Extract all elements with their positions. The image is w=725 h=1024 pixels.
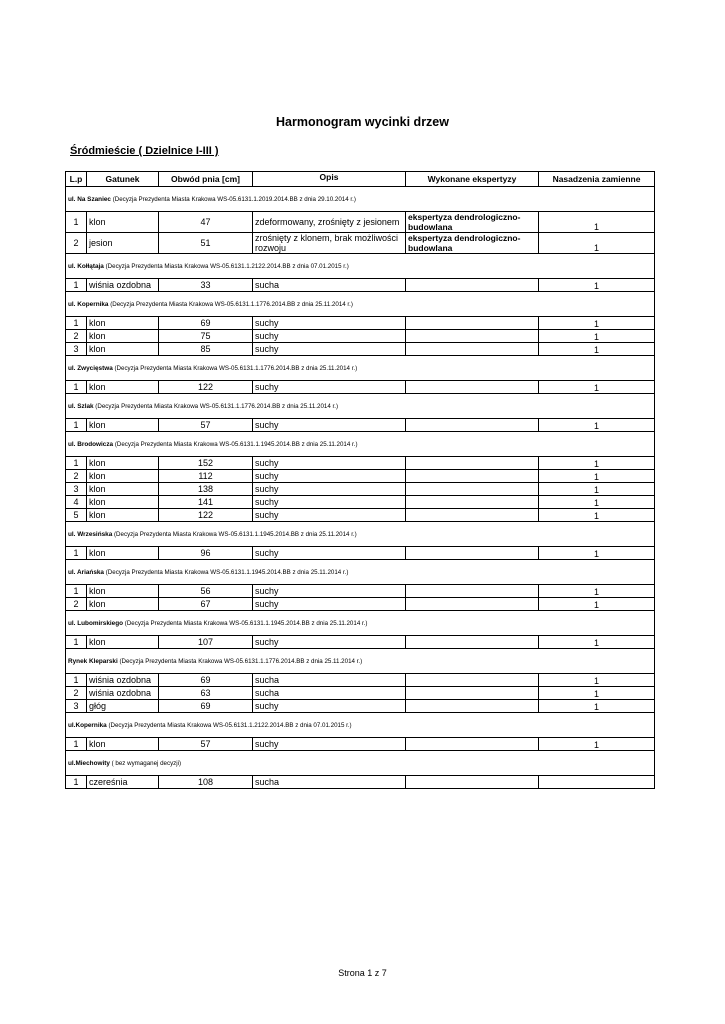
row-nasadzenia: 1 — [539, 598, 655, 611]
row-opis: zrośnięty z klonem, brak możliwości rozwoju — [253, 233, 406, 254]
row-lp: 3 — [66, 343, 87, 356]
table-row — [66, 509, 655, 522]
page-title: Harmonogram wycinki drzew — [276, 115, 449, 129]
row-opis: suchy — [253, 483, 406, 496]
row-ekspertyzy — [406, 470, 539, 483]
row-opis: suchy — [253, 496, 406, 509]
section-header-row — [66, 432, 655, 457]
row-obwod: 69 — [159, 317, 253, 330]
section-decision: (Decyzja Prezydenta Miasta Krakowa WS-05.6131.1.2019.2014.BB z dnia 29.10.2014 r.) — [110, 195, 356, 203]
table-row — [66, 343, 655, 356]
section-header-row — [66, 649, 655, 674]
table-body — [66, 187, 655, 789]
row-lp: 2 — [66, 330, 87, 343]
row-opis: suchy — [253, 700, 406, 713]
row-lp: 1 — [66, 317, 87, 330]
row-ekspertyzy — [406, 674, 539, 687]
row-nasadzenia: 1 — [539, 509, 655, 522]
row-nasadzenia: 1 — [539, 687, 655, 700]
row-opis: suchy — [253, 547, 406, 560]
row-nasadzenia: 1 — [539, 674, 655, 687]
section-street: ul. Kopernika — [68, 300, 109, 308]
row-obwod: 57 — [159, 738, 253, 751]
row-ekspertyzy — [406, 381, 539, 394]
row-opis: sucha — [253, 674, 406, 687]
row-ekspertyzy — [406, 776, 539, 789]
row-ekspertyzy — [406, 279, 539, 292]
row-lp: 5 — [66, 509, 87, 522]
table-row — [66, 279, 655, 292]
section-street: ul. Kołłątaja — [68, 262, 104, 270]
column-header-lp: L.p — [66, 172, 87, 187]
section-header-row — [66, 560, 655, 585]
section-header-row — [66, 713, 655, 738]
row-gatunek: klon — [87, 738, 159, 751]
section-header — [66, 356, 655, 381]
row-gatunek: klon — [87, 343, 159, 356]
row-nasadzenia: 1 — [539, 636, 655, 649]
table-row — [66, 317, 655, 330]
row-gatunek: klon — [87, 585, 159, 598]
section-street: ul. Lubomirskiego — [68, 619, 124, 627]
row-gatunek: wiśnia ozdobna — [87, 687, 159, 700]
row-opis: suchy — [253, 330, 406, 343]
row-lp: 1 — [66, 212, 87, 233]
section-header-row — [66, 611, 655, 636]
section-decision: (Decyzja Prezydenta Miasta Krakowa WS-05.6131.1.1776.2014.BB z dnia 25.11.2014 r.) — [112, 364, 358, 372]
row-gatunek: wiśnia ozdobna — [87, 279, 159, 292]
row-nasadzenia: 1 — [539, 343, 655, 356]
row-gatunek: klon — [87, 636, 159, 649]
page-footer: Strona 1 z 7 — [338, 968, 387, 978]
section-street: ul.Kopernika — [68, 721, 107, 729]
table-row — [66, 674, 655, 687]
row-obwod: 85 — [159, 343, 253, 356]
row-lp: 1 — [66, 636, 87, 649]
section-header — [66, 611, 655, 636]
row-nasadzenia: 1 — [539, 496, 655, 509]
column-header-obwod: Obwód pnia [cm] — [159, 172, 253, 187]
row-gatunek: głóg — [87, 700, 159, 713]
row-obwod: 152 — [159, 457, 253, 470]
row-gatunek: jesion — [87, 233, 159, 254]
row-opis: suchy — [253, 470, 406, 483]
row-obwod: 112 — [159, 470, 253, 483]
row-lp: 1 — [66, 457, 87, 470]
row-lp: 2 — [66, 598, 87, 611]
row-gatunek: klon — [87, 317, 159, 330]
table-row — [66, 776, 655, 789]
row-obwod: 67 — [159, 598, 253, 611]
table-row — [66, 483, 655, 496]
row-obwod: 69 — [159, 700, 253, 713]
row-opis: suchy — [253, 598, 406, 611]
row-nasadzenia: 1 — [539, 317, 655, 330]
section-street: Rynek Kleparski — [68, 657, 118, 665]
table-row — [66, 470, 655, 483]
row-ekspertyzy — [406, 636, 539, 649]
row-lp: 1 — [66, 776, 87, 789]
row-nasadzenia: 1 — [539, 330, 655, 343]
section-header — [66, 394, 655, 419]
section-decision: (Decyzja Prezydenta Miasta Krakowa WS-05.6131.1.1776.2014.BB z dnia 25.11.2014 r.) — [93, 402, 339, 410]
row-gatunek: klon — [87, 470, 159, 483]
row-obwod: 138 — [159, 483, 253, 496]
row-obwod: 33 — [159, 279, 253, 292]
row-ekspertyzy — [406, 585, 539, 598]
row-nasadzenia: 1 — [539, 419, 655, 432]
table-row — [66, 636, 655, 649]
row-opis: suchy — [253, 585, 406, 598]
row-ekspertyzy — [406, 343, 539, 356]
row-gatunek: czereśnia — [87, 776, 159, 789]
row-ekspertyzy: ekspertyza dendrologiczno-budowlana — [406, 212, 539, 233]
section-decision: (Decyzja Prezydenta Miasta Krakowa WS-05.6131.1.2122.2014.BB z dnia 07.01.2015 r.) — [106, 721, 352, 729]
row-opis: suchy — [253, 317, 406, 330]
section-header — [66, 713, 655, 738]
section-header — [66, 751, 655, 776]
column-header-gatunek: Gatunek — [87, 172, 159, 187]
section-decision: (Decyzja Prezydenta Miasta Krakowa WS-05.6131.1.1945.2014.BB z dnia 25.11.2014 r.) — [123, 619, 368, 627]
row-ekspertyzy — [406, 598, 539, 611]
row-ekspertyzy — [406, 496, 539, 509]
row-nasadzenia: 1 — [539, 381, 655, 394]
row-ekspertyzy — [406, 547, 539, 560]
section-header-row — [66, 522, 655, 547]
row-obwod: 122 — [159, 381, 253, 394]
section-street: ul. Szlak — [68, 402, 94, 410]
row-obwod: 141 — [159, 496, 253, 509]
row-opis: suchy — [253, 636, 406, 649]
row-opis: suchy — [253, 343, 406, 356]
table-row — [66, 212, 655, 233]
table-row — [66, 585, 655, 598]
row-obwod: 51 — [159, 233, 253, 254]
table-row — [66, 687, 655, 700]
row-obwod: 56 — [159, 585, 253, 598]
section-decision: (Decyzja Prezydenta Miasta Krakowa WS-05.6131.1.2122.2014.BB z dnia 07.01.2015 r.) — [103, 262, 349, 270]
row-ekspertyzy — [406, 419, 539, 432]
row-gatunek: klon — [87, 483, 159, 496]
row-opis: suchy — [253, 457, 406, 470]
section-decision: (Decyzja Prezydenta Miasta Krakowa WS-05.6131.1.1945.2014.BB z dnia 25.11.2014 r.) — [112, 530, 357, 538]
row-gatunek: klon — [87, 381, 159, 394]
tree-felling-table — [65, 171, 655, 789]
column-header-ekspertyzy: Wykonane ekspertyzy — [406, 172, 539, 187]
row-ekspertyzy — [406, 317, 539, 330]
row-lp: 1 — [66, 674, 87, 687]
row-ekspertyzy — [406, 457, 539, 470]
row-lp: 1 — [66, 738, 87, 751]
row-ekspertyzy — [406, 687, 539, 700]
section-header-row — [66, 187, 655, 212]
row-nasadzenia: 1 — [539, 585, 655, 598]
section-header-row — [66, 751, 655, 776]
row-nasadzenia: 1 — [539, 470, 655, 483]
table-row — [66, 419, 655, 432]
row-ekspertyzy — [406, 330, 539, 343]
row-obwod: 57 — [159, 419, 253, 432]
row-obwod: 108 — [159, 776, 253, 789]
row-opis: suchy — [253, 419, 406, 432]
section-street: ul. Wrzesińska — [68, 530, 113, 538]
row-obwod: 75 — [159, 330, 253, 343]
table-row — [66, 700, 655, 713]
row-nasadzenia: 1 — [539, 483, 655, 496]
row-nasadzenia: 1 — [539, 738, 655, 751]
row-lp: 3 — [66, 483, 87, 496]
section-header — [66, 254, 655, 279]
row-ekspertyzy — [406, 483, 539, 496]
row-opis: suchy — [253, 381, 406, 394]
row-lp: 2 — [66, 687, 87, 700]
row-opis: zdeformowany, zrośnięty z jesionem — [253, 212, 406, 233]
section-header-row — [66, 292, 655, 317]
row-gatunek: klon — [87, 457, 159, 470]
table-row — [66, 738, 655, 751]
row-lp: 3 — [66, 700, 87, 713]
section-decision: (Decyzja Prezydenta Miasta Krakowa WS-05.6131.1.1945.2014.BB z dnia 25.11.2014 r.) — [113, 440, 358, 448]
row-nasadzenia: 1 — [539, 700, 655, 713]
section-header — [66, 560, 655, 585]
table-row — [66, 233, 655, 254]
row-lp: 1 — [66, 419, 87, 432]
section-header-row — [66, 254, 655, 279]
section-header-row — [66, 394, 655, 419]
table-row — [66, 598, 655, 611]
row-lp: 1 — [66, 279, 87, 292]
row-opis: sucha — [253, 279, 406, 292]
row-obwod: 96 — [159, 547, 253, 560]
row-gatunek: klon — [87, 509, 159, 522]
table-row — [66, 457, 655, 470]
row-opis: suchy — [253, 509, 406, 522]
row-obwod: 69 — [159, 674, 253, 687]
row-nasadzenia: 1 — [539, 547, 655, 560]
district-subtitle: Śródmieście ( Dzielnice I-III ) — [70, 145, 219, 157]
row-gatunek: klon — [87, 598, 159, 611]
row-gatunek: klon — [87, 419, 159, 432]
table-row — [66, 496, 655, 509]
row-lp: 2 — [66, 233, 87, 254]
section-street: ul. Brodowicza — [68, 440, 114, 448]
section-header — [66, 432, 655, 457]
row-lp: 1 — [66, 585, 87, 598]
table-header-row — [66, 172, 655, 187]
row-nasadzenia: 1 — [539, 212, 655, 233]
row-opis: sucha — [253, 687, 406, 700]
row-nasadzenia: 1 — [539, 233, 655, 254]
column-header-opis: Opis — [253, 172, 406, 187]
section-header — [66, 292, 655, 317]
row-lp: 4 — [66, 496, 87, 509]
section-header — [66, 187, 655, 212]
column-header-nasadzenia: Nasadzenia zamienne — [539, 172, 655, 187]
table-row — [66, 330, 655, 343]
section-decision: (Decyzja Prezydenta Miasta Krakowa WS-05.6131.1.1945.2014.BB z dnia 25.11.2014 r.) — [104, 568, 349, 576]
section-decision: (Decyzja Prezydenta Miasta Krakowa WS-05.6131.1.1776.2014.BB z dnia 25.11.2014 r.) — [108, 300, 353, 308]
row-gatunek: klon — [87, 496, 159, 509]
row-obwod: 47 — [159, 212, 253, 233]
section-decision: ( bez wymaganej decyzji) — [109, 759, 182, 767]
row-ekspertyzy — [406, 738, 539, 751]
row-gatunek: klon — [87, 330, 159, 343]
row-obwod: 122 — [159, 509, 253, 522]
section-header — [66, 522, 655, 547]
row-nasadzenia: 1 — [539, 457, 655, 470]
section-street: ul. Zwycięstwa — [68, 364, 113, 372]
section-header — [66, 649, 655, 674]
section-street: ul. Na Szaniec — [68, 195, 111, 203]
row-nasadzenia: 1 — [539, 279, 655, 292]
row-ekspertyzy — [406, 700, 539, 713]
row-gatunek: klon — [87, 212, 159, 233]
table-row — [66, 381, 655, 394]
row-ekspertyzy: ekspertyza dendrologiczno-budowlana — [406, 233, 539, 254]
table-row — [66, 547, 655, 560]
section-header-row — [66, 356, 655, 381]
row-opis: sucha — [253, 776, 406, 789]
row-ekspertyzy — [406, 509, 539, 522]
row-gatunek: wiśnia ozdobna — [87, 674, 159, 687]
row-opis: suchy — [253, 738, 406, 751]
row-obwod: 63 — [159, 687, 253, 700]
row-nasadzenia — [539, 776, 655, 789]
row-obwod: 107 — [159, 636, 253, 649]
row-lp: 1 — [66, 547, 87, 560]
section-decision: (Decyzja Prezydenta Miasta Krakowa WS-05.6131.1.1776.2014.BB z dnia 25.11.2014 r.) — [117, 657, 363, 665]
section-street: ul. Ariańska — [68, 568, 104, 576]
section-street: ul.Miechowity — [68, 759, 110, 767]
row-gatunek: klon — [87, 547, 159, 560]
row-lp: 1 — [66, 381, 87, 394]
row-lp: 2 — [66, 470, 87, 483]
